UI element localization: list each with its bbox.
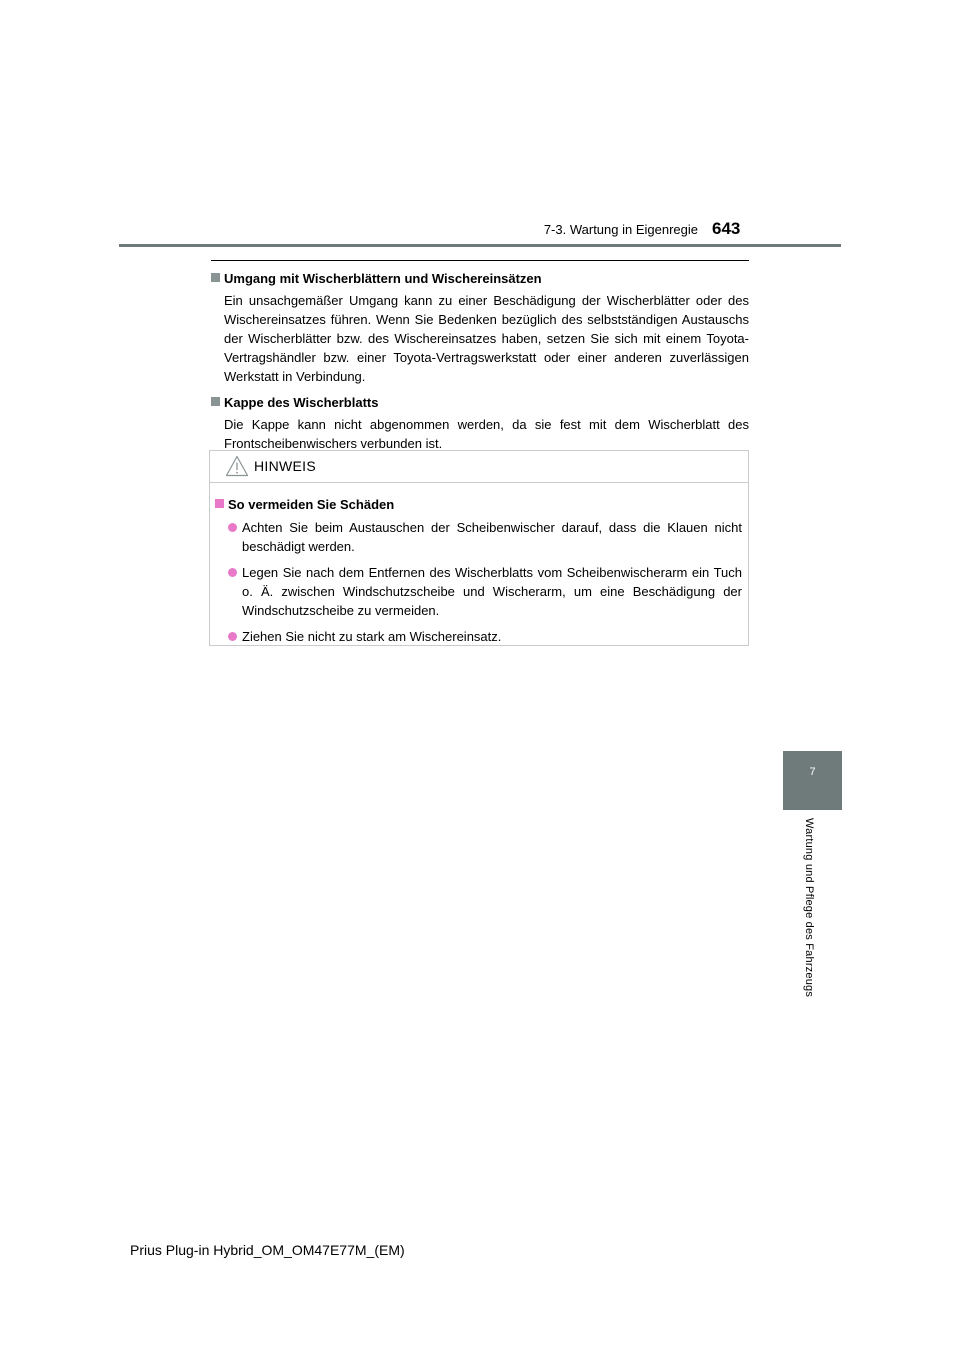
section-heading-text: Umgang mit Wischerblättern und Wischereinsätzen [224, 271, 542, 286]
content-top-divider [211, 260, 749, 261]
chapter-number: 7 [809, 766, 816, 778]
notice-heading-text: So vermeiden Sie Schäden [228, 497, 395, 512]
section-heading-text: Kappe des Wischerblatts [224, 395, 379, 410]
warning-triangle-icon [225, 455, 249, 477]
notice-bullet [215, 627, 742, 646]
notice-title: HINWEIS [254, 458, 316, 474]
section-wiper-cap [211, 393, 749, 453]
pink-square-bullet-icon [215, 499, 224, 508]
notice-heading [215, 495, 742, 514]
page-number: 643 [712, 219, 741, 238]
section-wiper-handling [211, 269, 749, 386]
notice-bullet-text: Achten Sie beim Austauschen der Scheibenwischer darauf, dass die Klauen nicht beschädigt werden. [242, 520, 742, 554]
notice-header [210, 451, 748, 483]
notice-body [210, 483, 748, 646]
footer-document-id: Prius Plug-in Hybrid_OM_OM47E77M_(EM) [130, 1242, 405, 1258]
section-heading [211, 393, 749, 412]
notice-box [209, 450, 749, 646]
notice-bullet [215, 518, 742, 556]
square-bullet-icon [211, 397, 220, 406]
pink-dot-icon [228, 568, 237, 577]
notice-bullet-text: Ziehen Sie nicht zu stark am Wischereinsatz. [242, 629, 502, 644]
notice-bullet-text: Legen Sie nach dem Entfernen des Wischerblatts vom Scheibenwischerarm ein Tuch o. Ä. zwischen Windschutzscheibe und Wischerarm, um eine Beschädigung der Windschutzscheibe zu vermeiden. [242, 565, 742, 618]
header-section-label: 7-3. Wartung in Eigenregie [543, 222, 698, 237]
section-body: Ein unsachgemäßer Umgang kann zu einer Beschädigung der Wischerblätter oder des Wischereinsatzes führen. Wenn Sie Bedenken bezüglich des selbstständigen Austauschs der Wischerblätter bzw. des Wischereinsatzes haben, setzen Sie sich mit einem Toyota-Vertragshändler bzw. einer Toyota-Vertragswerkstatt oder einer anderen zuverlässigen Werkstatt in Verbindung. [224, 293, 749, 384]
section-body: Die Kappe kann nicht abgenommen werden, da sie fest mit dem Wischerblatt des Frontscheibenwischers verbunden ist. [224, 417, 749, 451]
main-content [211, 269, 749, 460]
square-bullet-icon [211, 273, 220, 282]
pink-dot-icon [228, 523, 237, 532]
notice-bullet [215, 563, 742, 620]
pink-dot-icon [228, 632, 237, 641]
header-divider [119, 244, 841, 247]
section-heading [211, 269, 749, 288]
chapter-title: Wartung und Pflege des Fahrzeugs [803, 818, 815, 998]
chapter-tab [783, 751, 842, 810]
